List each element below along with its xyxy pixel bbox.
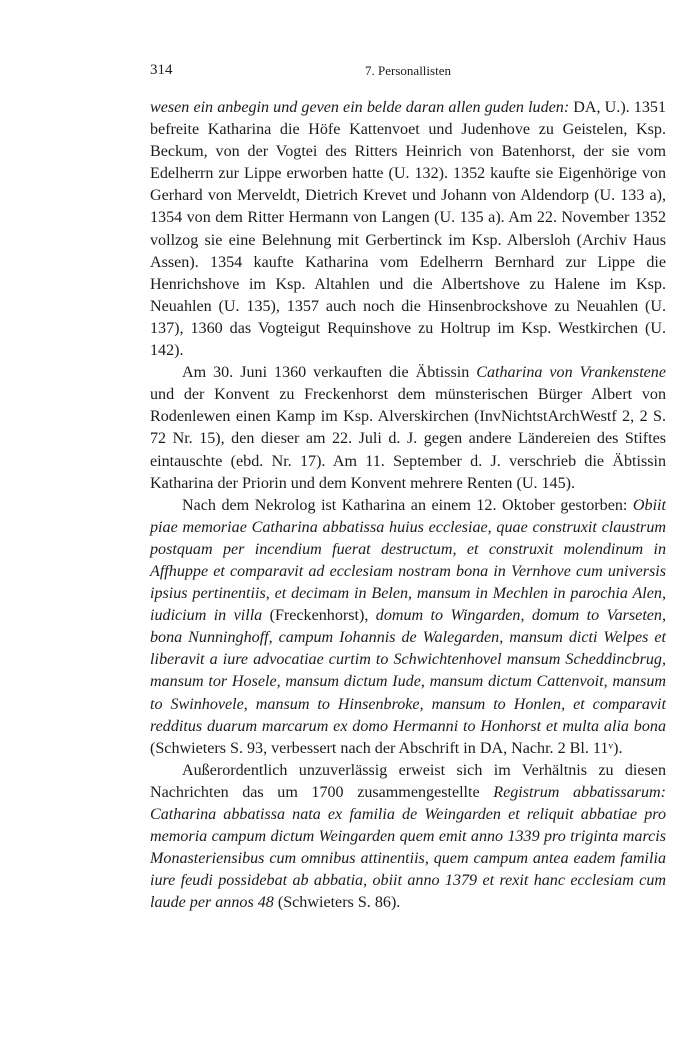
paragraph-1 xyxy=(150,97,666,362)
text-run: Nach dem Nekrolog ist Katharina an einem 12. Oktober gestorben: xyxy=(182,496,633,514)
text-run: domum to Wingarden, domum to Varseten, bona Nunninghoff, campum Iohannis de Walegarden, mansum dicti Welpes et liberavit a iure advocatiae curtim to Schwichtenhovel mansum Scheddincbrug, mansum tor Hosele, mansum dictum Iude, mansum dictum Cattenvoit, mansum to Swinhovele, mansum to Hinsenbroke, mansum to Honlen, et comparavit redditus duarum marcarum ex domo Hermanni to Honhorst et multa alia bona xyxy=(150,607,666,735)
text-run: DA, U.). 1351 befreite Katharina die Höfe Kattenvoet und Judenhove zu Geistelen, Ksp. Beckum, von der Vogtei des Ritters Heinrich von Batenhorst, der sie vom Edelherrn zur Lippe erworben hatte (U. 132). 1352 kaufte sie Eigenhörige von Gerhard von Merveldt, Dietrich Krevet und Johann von Aldendorp (U. 133 a), 1354 von dem Ritter Hermann von Langen (U. 135 a). Am 22. November 1352 vollzog sie eine Belehnung mit Gerbertinck im Ksp. Albersloh (Archiv Haus Assen). 1354 kaufte Katharina vom Edelherrn Bernhard zur Lippe die Henrichshove im Ksp. Altahlen und die Albertshove zu Halene im Ksp. Neuahlen (U. 135), 1357 auch noch die Hinsenbrockshove zu Neuahlen (U. 137), 1360 das Vogteigut Requinshove zu Holtrup im Ksp. Westkirchen (U. 142). xyxy=(150,99,666,360)
text-run: Am 30. Juni 1360 verkauften die Äbtissin xyxy=(182,364,477,382)
paragraph-2 xyxy=(150,362,666,495)
body-text xyxy=(150,97,666,914)
text-run: und der Konvent zu Freckenhorst dem münsterischen Bürger Albert von Rodenlewen einen Kamp im Ksp. Alverskirchen (InvNichtstArchWestf 2, 2 S. 72 Nr. 15), den dieser am 22. Juli d. J. gegen andere Ländereien des Stiftes eintauschte (ebd. Nr. 17). Am 11. September d. J. verschrieb die Äbtissin Katharina der Priorin und dem Konvent mehrere Renten (U. 145). xyxy=(150,386,666,492)
paragraph-4 xyxy=(150,760,666,915)
text-run: (Schwieters S. 86). xyxy=(273,894,401,912)
text-run: Registrum abbatissarum: Catharina abbatissa nata ex familia de Weingarden et reliquit abbatiae pro memoria campum dictum Weingarden quem emit anno 1339 pro triginta marcis Monasteriensibus cum omnibus attinentiis, quem campum antea eadem familia iure feudi possidebat ab abbatia, obiit anno 1379 et rexit hanc ecclesiam cum laude per annos 48 xyxy=(150,783,666,912)
text-run: Außerordentlich unzuverlässig erweist sich im Verhältnis zu diesen Nachrichten das um 1700 zusammengestellte xyxy=(150,761,666,801)
text-run: (Freckenhorst), xyxy=(262,607,376,625)
text-run: Obiit piae memoriae Catharina abbatissa huius ecclesiae, quae construxit claustrum postquam per incendium fuerat destructum, et construxit molendinum in Affhuppe et comparavit ad ecclesiam nostram bona in Vernhove cum universis ipsius pertinentiis, et decimam in Belen, mansum in Mechlen in parochia Alen, iudicium in villa xyxy=(150,496,666,625)
text-run: Catharina von Vrankenstene xyxy=(476,364,666,382)
text-run: wesen ein anbegin und geven ein belde daran allen guden luden: xyxy=(150,99,570,116)
running-title: 7. Personallisten xyxy=(365,63,451,78)
page-number: 314 xyxy=(150,62,173,78)
paragraph-3 xyxy=(150,495,666,760)
page-header xyxy=(150,62,666,84)
text-run: (Schwieters S. 93, verbessert nach der Abschrift in DA, Nachr. 2 Bl. 11ᵛ). xyxy=(150,739,623,757)
